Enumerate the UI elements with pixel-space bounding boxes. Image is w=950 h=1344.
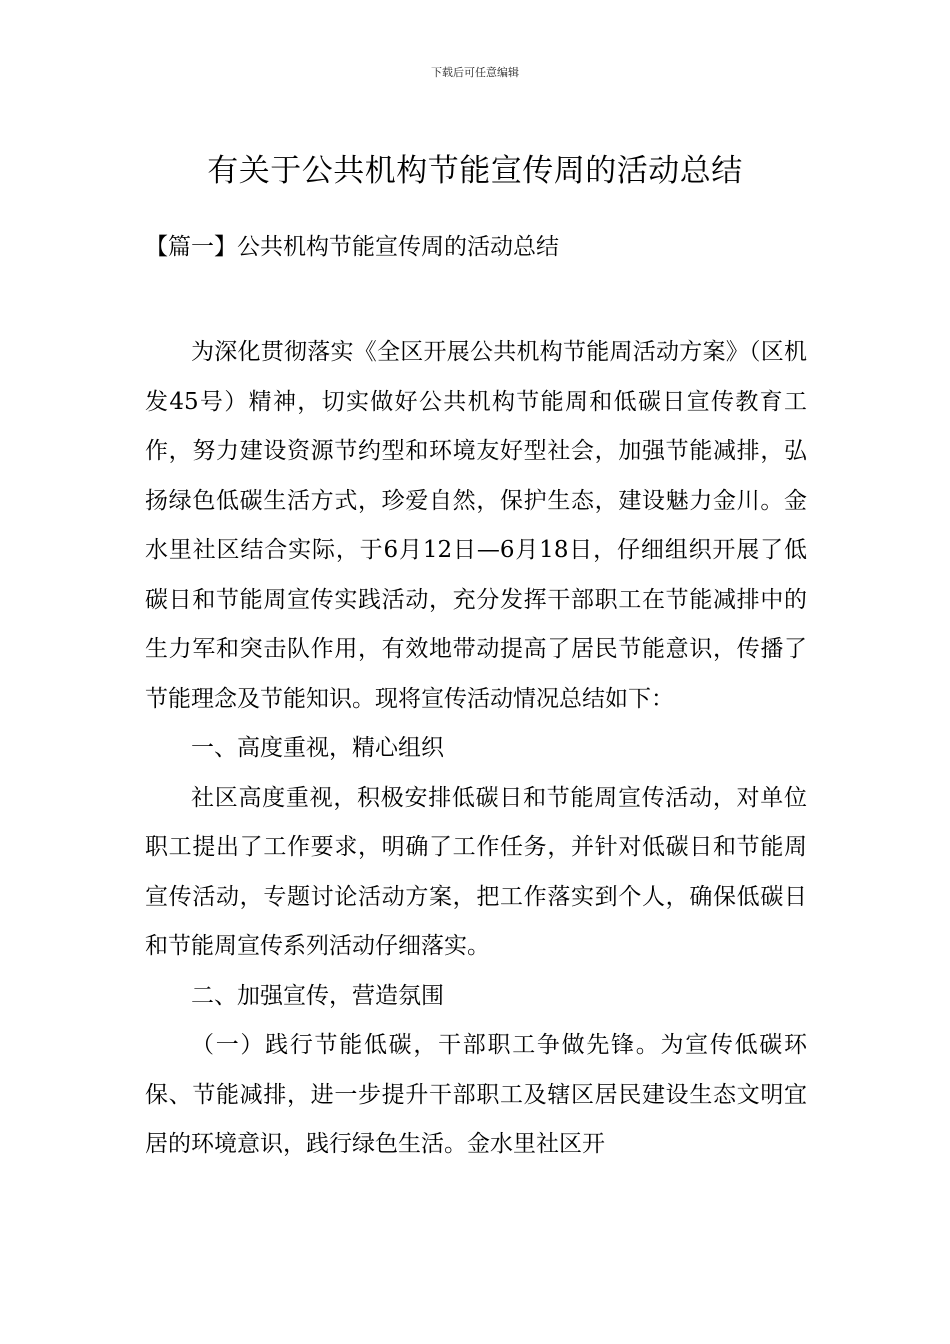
paragraph-organization: 社区高度重视，积极安排低碳日和节能周宣传活动，对单位职工提出了工作要求，明确了工作任务，并针对低碳日和节能周宣传活动，专题讨论活动方案，把工作落实到个人，确保低碳日和节能周宣传系列活动仔细落实。 xyxy=(145,784,807,959)
paragraph-intro: 为深化贯彻落实《全区开展公共机构节能周活动方案》（区机发45号）精神，切实做好公共机构节能周和低碳日宣传教育工作，努力建设资源节约型和环境友好型社会，加强节能减排，弘扬绿色低碳生活方式，珍爱自然，保护生态，建设魅力金川。金水里社区结合实际，于6月12日—6月18日，仔细组织开展了低碳日和节能周宣传实践活动，充分发挥干部职工在节能减排中的生力军和突击队作用，有效地带动提高了居民节能意识，传播了节能理念及节能知识。现将宣传活动情况总结如下： xyxy=(145,339,807,712)
header-note: 下载后可任意编辑 xyxy=(431,66,519,79)
document-body xyxy=(145,328,807,1170)
subheading-publicity: 二、加强宣传，营造氛围 xyxy=(191,982,444,1009)
subheading-organization: 一、高度重视，精心组织 xyxy=(191,735,444,761)
paragraph-publicity: （一）践行节能低碳，干部职工争做先锋。为宣传低碳环保、节能减排，进一步提升干部职工及辖区居民建设生态文明宜居的环境意识，践行绿色生活。金水里社区开 xyxy=(145,1032,807,1157)
document-title: 有关于公共机构节能宣传周的活动总结 xyxy=(207,152,743,189)
section-heading: 【篇一】公共机构节能宣传周的活动总结 xyxy=(145,234,559,260)
